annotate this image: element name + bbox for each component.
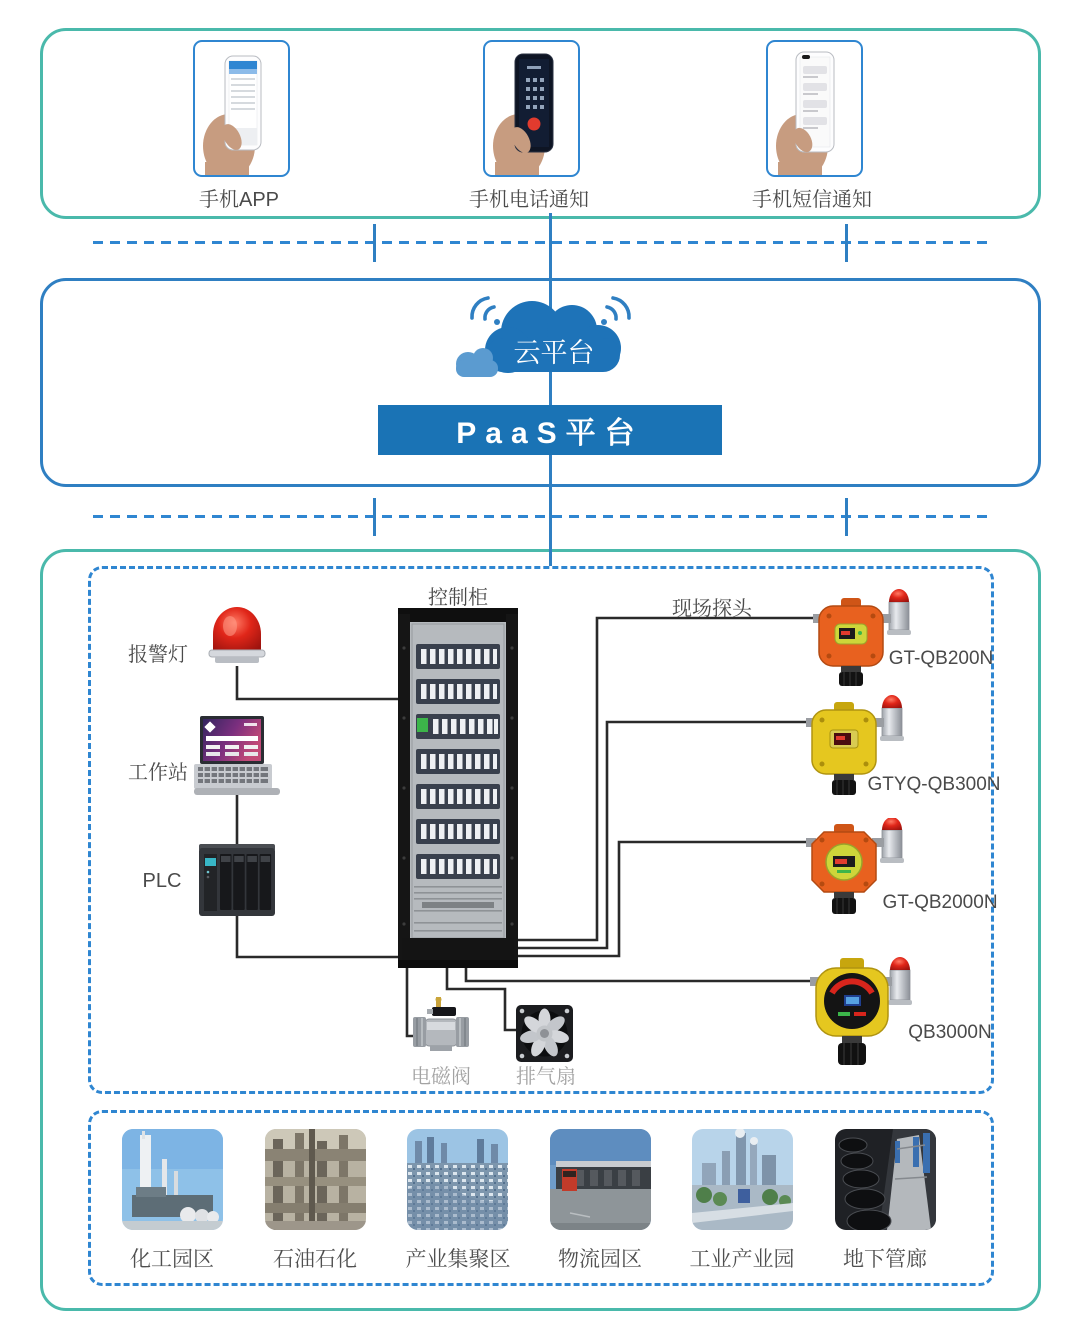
exhaust-fan-image [516,1005,573,1067]
separator-tick [373,498,376,536]
site-label-industry-cluster: 产业集聚区 [405,1248,511,1271]
plc-label: PLC [142,870,182,892]
photo-industrial-park [692,1129,793,1230]
detector-4-model-label: QB3000N [908,1022,992,1043]
cloud-platform [428,288,672,400]
separator-tick [373,224,376,262]
solenoid-valve-image [410,997,472,1066]
phone-app-card [193,40,290,177]
phone-sms-image [768,42,861,175]
separator-dashed-line-top [93,241,988,244]
workstation-label: 工作站 [128,762,188,784]
detector-1-model-label: GT-QB200N [888,648,994,669]
cabinet-label: 控制柜 [428,587,488,609]
separator-tick [845,498,848,536]
alarm-light-label: 报警灯 [128,644,188,666]
phone-app-label: 手机APP [198,189,280,211]
phone-sms-label: 手机短信通知 [752,189,872,211]
paas-banner [378,405,722,455]
control-cabinet-image [398,608,518,973]
cloud-icon [428,288,672,400]
paas-banner-label: PaaS平台 [456,417,644,450]
detector-3-model-label: GT-QB2000N [882,892,998,913]
detector-1-image [813,588,913,693]
separator-dashed-line-bottom [93,515,988,518]
phone-app-image [195,42,288,175]
wifi-signal-icon [607,298,629,319]
phone-call-image [485,42,578,175]
detector-4-image [810,948,914,1075]
probes-label: 现场探头 [672,598,752,620]
site-label-petrochemical: 石油石化 [273,1248,357,1271]
separator-tick [845,224,848,262]
photo-underground-gallery [835,1129,936,1230]
photo-industry-cluster [407,1129,508,1230]
detector-3-image [806,818,906,933]
phone-call-card [483,40,580,177]
site-label-underground-gallery: 地下管廊 [843,1248,927,1271]
solenoid-valve-label: 电磁阀 [411,1066,471,1088]
exhaust-fan-label: 排气扇 [516,1066,576,1088]
site-label-chemical-park: 化工园区 [130,1248,214,1271]
detector-2-model-label: GTYQ-QB300N [867,774,1001,795]
wifi-signal-icon [472,298,494,319]
phone-call-label: 手机电话通知 [469,189,589,211]
site-label-industrial-park: 工业产业园 [689,1248,795,1271]
site-label-logistics-park: 物流园区 [558,1248,642,1271]
photo-petrochemical [265,1129,366,1230]
photo-chemical-park [122,1129,223,1230]
cloud-label: 云平台 [513,338,595,368]
photo-logistics-park [550,1129,651,1230]
phone-sms-card [766,40,863,177]
